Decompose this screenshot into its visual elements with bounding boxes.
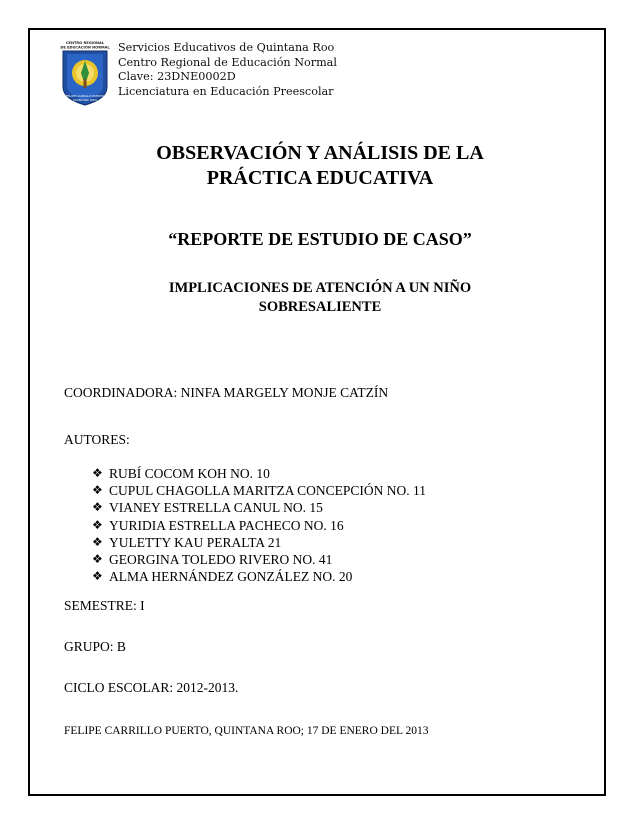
diamond-bullet-icon: ❖	[92, 552, 103, 567]
diamond-bullet-icon: ❖	[92, 483, 103, 498]
diamond-bullet-icon: ❖	[92, 466, 103, 480]
header-line: Servicios Educativos de Quintana Roo	[118, 41, 335, 54]
authors-list	[92, 465, 426, 585]
author-name: YULETTY KAU PERALTA 21	[109, 534, 282, 550]
list-item	[92, 465, 426, 482]
header-line: Licenciatura en Educación Preescolar	[118, 84, 334, 98]
authors-label: AUTORES:	[64, 432, 130, 447]
author-name: YURIDIA ESTRELLA PACHECO NO. 16	[109, 517, 344, 533]
topic-line-2: SOBRESALIENTE	[258, 299, 382, 315]
svg-text:CENTRO REGIONAL: CENTRO REGIONAL	[65, 41, 105, 45]
document-title	[90, 141, 550, 191]
institution-header	[118, 41, 337, 99]
svg-text:FELIPE CARRILLO PUERTO: FELIPE CARRILLO PUERTO	[65, 94, 105, 98]
diamond-bullet-icon: ❖	[92, 517, 103, 532]
author-name: RUBÍ COCOM KOH NO. 10	[109, 466, 270, 481]
coordinator-line: COORDINADORA: NINFA MARGELY MONJE CATZÍN	[64, 385, 389, 400]
list-item	[92, 568, 426, 585]
author-name: CUPUL CHAGOLLA MARITZA CONCEPCIÓN NO. 11	[109, 483, 427, 499]
author-name: ALMA HERNÁNDEZ GONZÁLEZ NO. 20	[109, 569, 353, 585]
title-line-1: OBSERVACIÓN Y ANÁLISIS DE LA	[156, 142, 484, 164]
diamond-bullet-icon: ❖	[92, 500, 103, 515]
author-name: VIANEY ESTRELLA CANUL NO. 15	[109, 500, 323, 516]
school-logo	[59, 39, 111, 109]
diamond-bullet-icon: ❖	[92, 569, 103, 584]
place-date-footer: FELIPE CARRILLO PUERTO, QUINTANA ROO; 17 DE ENERO DEL 2013	[64, 725, 429, 737]
svg-text:DE EDUCACIÓN NORMAL: DE EDUCACIÓN NORMAL	[60, 45, 110, 50]
header-line: Centro Regional de Educación Normal	[118, 55, 337, 69]
topic-line-1: IMPLICACIONES DE ATENCIÓN A UN NIÑO	[168, 280, 472, 296]
title-line-2: PRÁCTICA EDUCATIVA	[206, 167, 434, 189]
header-line: Clave: 23DNE0002D	[118, 70, 236, 83]
report-subtitle: “REPORTE DE ESTUDIO DE CASO”	[168, 229, 472, 249]
author-name: GEORGINA TOLEDO RIVERO NO. 41	[109, 552, 333, 568]
list-item	[92, 517, 426, 534]
group-line: GRUPO: B	[64, 639, 126, 654]
diamond-bullet-icon: ❖	[92, 534, 103, 549]
report-topic	[130, 279, 510, 317]
list-item	[92, 499, 426, 516]
list-item	[92, 534, 426, 551]
svg-text:QUINTANA ROO: QUINTANA ROO	[73, 98, 97, 102]
list-item	[92, 482, 426, 499]
semester-line: SEMESTRE: I	[64, 598, 145, 613]
school-year-line: CICLO ESCOLAR: 2012-2013.	[64, 680, 239, 695]
list-item	[92, 551, 426, 568]
